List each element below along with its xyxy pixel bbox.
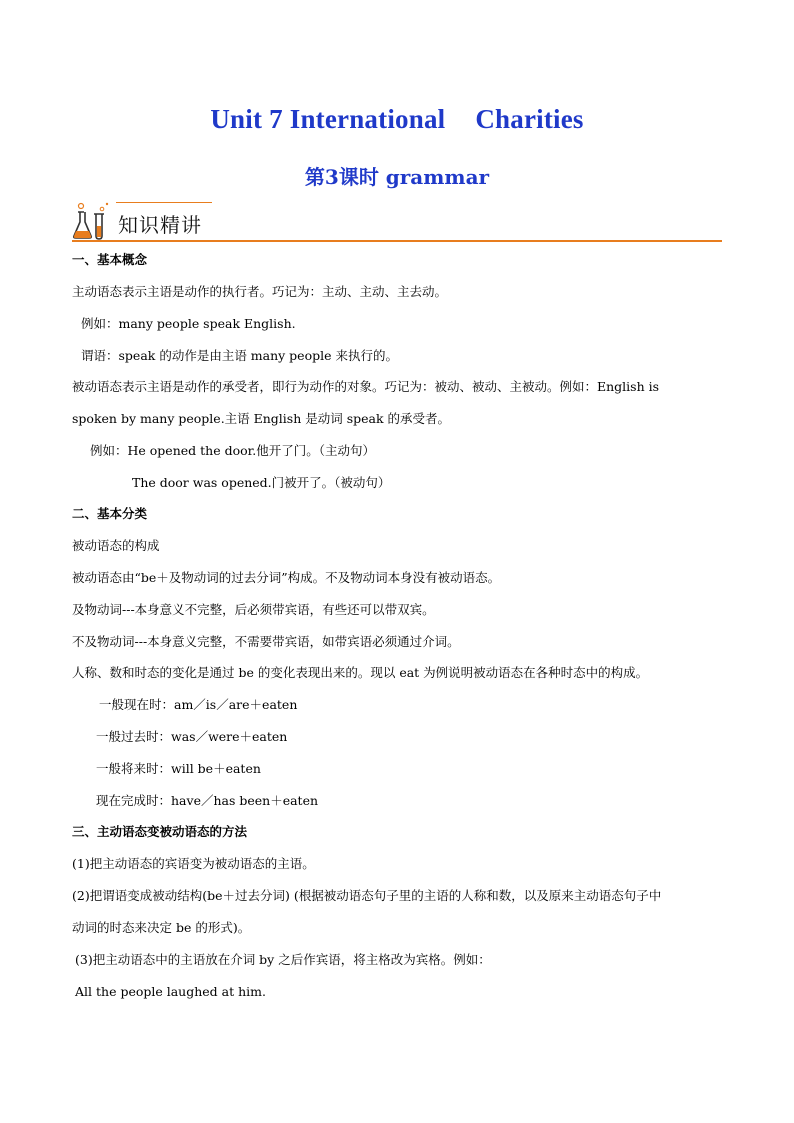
text-line: 被动语态由“be＋及物动词的过去分词”构成。不及物动词本身没有被动语态。 [72,570,501,585]
heading-conversion-method: 三、主动语态变被动语态的方法 [72,824,248,839]
title-part2: Charities [475,104,584,134]
section-banner [72,200,722,242]
text-line: 谓语：speak 的动作是由主语 many people 来执行的。 [81,348,398,363]
text-line: (2)把谓语变成被动结构(be＋过去分词) (根据被动语态句子里的主语的人称和数，以及原来主动语态句子中 [72,888,662,903]
text-line: 主动语态表示主语是动作的执行者。巧记为：主动、主动、主去动。 [72,284,448,299]
text-line: 动词的时态来决定 be 的形式)。 [72,920,251,935]
section-banner-label: 知识精讲 [118,213,202,237]
heading-basic-category: 二、基本分类 [72,506,148,521]
page-subtitle: 第3课时 grammar [304,165,490,189]
title-part1: Unit 7 International [210,104,446,134]
heading-basic-concept: 一、基本概念 [72,252,148,267]
text-line: 一般现在时：am／is／are＋eaten [99,697,298,712]
lab-flask-icon [72,200,114,240]
text-line: (1)把主动语态的宾语变为被动语态的主语。 [72,856,315,871]
text-line: 一般将来时：will be＋eaten [96,761,261,776]
text-line: 一般过去时：was／were＋eaten [96,729,288,744]
text-line: 现在完成时：have／has been＋eaten [96,793,319,808]
section-divider [72,240,722,242]
text-line: 及物动词---本身意义不完整，后必须带宾语，有些还可以带双宾。 [72,602,435,617]
text-line: 例如：He opened the door.他开了门。（主动句） [90,443,375,458]
text-line: 人称、数和时态的变化是通过 be 的变化表现出来的。现以 eat 为例说明被动语态在各种时态中的构成。 [72,665,649,680]
text-line: All the people laughed at him. [75,984,266,999]
text-line: 不及物动词---本身意义完整，不需要带宾语，如带宾语必须通过介词。 [72,634,460,649]
text-line: The door was opened.门被开了。（被动句） [132,475,391,490]
text-line: spoken by many people.主语 English 是动词 speak 的承受者。 [72,411,451,426]
text-line: 被动语态表示主语是动作的承受者，即行为动作的对象。巧记为：被动、被动、主被动。例如：English is [72,379,660,394]
text-line: (3)把主动语态中的主语放在介词 by 之后作宾语，将主格改为宾格。例如： [75,952,491,967]
text-line: 例如：many people speak English. [81,316,296,331]
page-title [0,104,794,135]
text-line: 被动语态的构成 [72,538,160,553]
